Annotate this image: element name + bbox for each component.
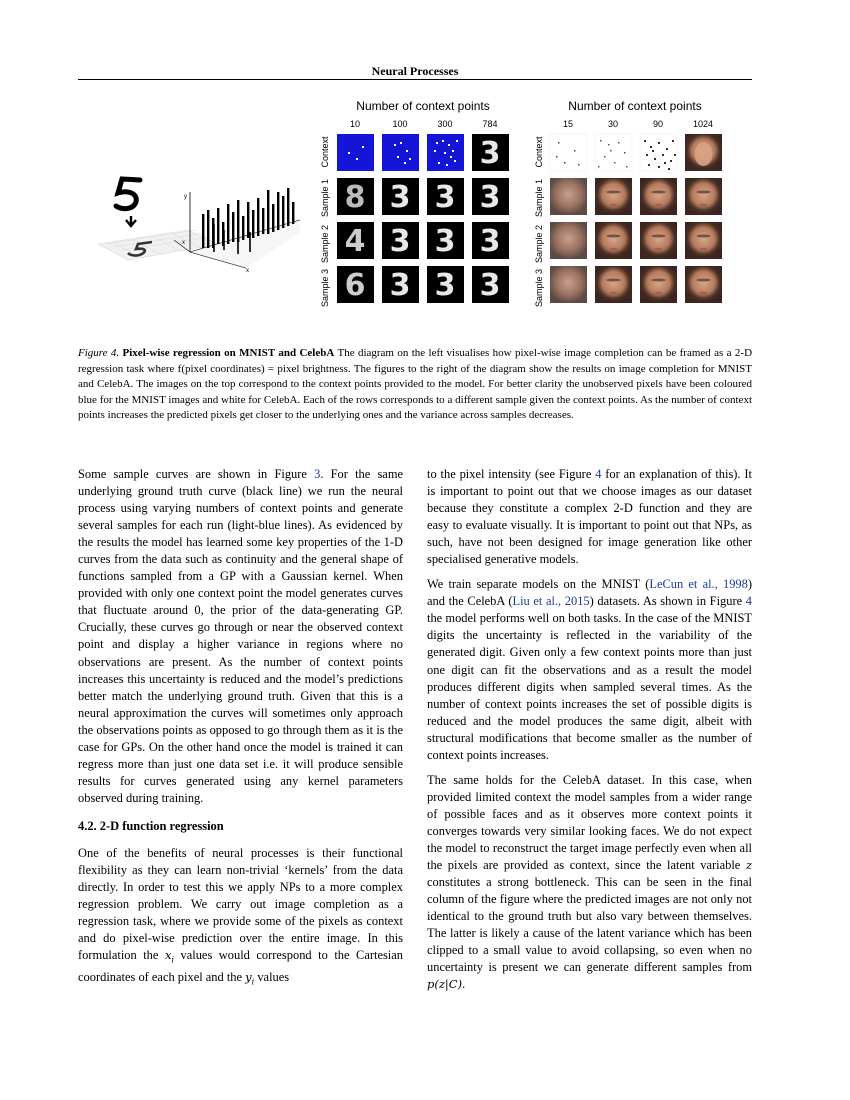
mnist-digit: 3 xyxy=(434,224,456,259)
mnist-panel xyxy=(320,99,509,307)
citation-link[interactable]: LeCun et al., 1998 xyxy=(649,577,748,592)
figure-caption xyxy=(78,346,752,424)
text-run: to the pixel intensity (see Figure xyxy=(427,467,596,481)
figure-ref-link[interactable]: 4 xyxy=(745,594,752,609)
figure-4 xyxy=(78,92,752,342)
caption-text: The diagram on the left visualises how pixel-wise image completion can be framed as a 2-D regression task where f(pixel coordinates) = pixel brightness. The figures to the right of the diagram show the results on image completion for MNIST and CelebA. The images on the top correspond to the context points provided to the model. For better clarity the unobserved pixels have been coloured blue for the MNIST images and white for CelebA. Each of the rows corresponds to a different sample given the context points. As the number of context points increases the predicted pixels get closer to the underlying ones and the variance across samples decreases. xyxy=(78,347,753,422)
caption-title: Pixel-wise regression on MNIST and CelebA xyxy=(122,347,335,359)
mnist-row-label: Sample 2 xyxy=(320,224,330,264)
celeba-context-15 xyxy=(550,134,587,171)
text-run: . For the same underlying ground truth curve (black line) we run the neural process using varying numbers of context points and generate several samples for each run (light-blue lines). As evidenced by the results the model has learned some key properties of the 1-D curves from the data such as continuity and the general shape of functions sampled from a GP with a Gaussian kernel. When provided with only one context point the model generates curves that fluctuate around 0, the prior of the data-generating GP. Crucially, these curves go through or near the observed context point and display a higher variance in regions where no observations are present. As the number of context points increases this uncertainty is reduced and the model’s predictions better match the underlying ground truth. Given that this is a neural approximation the curves will sometimes only approach the observations points as opposed to go through them as it is the case for GPs. On the other hand once the model is trained it can regress more than just one data set i.e. it will produce sensible results for curves generated using any kernel parameters observed during training. xyxy=(78,467,404,805)
text-run: Some sample curves are shown in Figure xyxy=(78,467,315,481)
celeba-title: Number of context points xyxy=(568,99,702,113)
math-z: z xyxy=(745,858,752,873)
celeba-context-30 xyxy=(595,134,632,171)
mnist-digit: 3 xyxy=(389,224,411,259)
celeba-row-label: Sample 3 xyxy=(534,268,544,308)
mnist-digit: 3 xyxy=(479,224,501,259)
text-run: for an explanation of this). It is important to point out that we choose images as our dataset because they constitute a complex 2-D function and they are easy to evaluate visually. It is important to point out that NPs, as such, have not been designed for image generation like other specialised generative models. xyxy=(427,467,752,567)
arrow-down-icon xyxy=(126,216,136,226)
math-x: x xyxy=(164,948,172,963)
left-column xyxy=(78,466,403,998)
celeba-row-label: Sample 1 xyxy=(534,178,544,218)
running-header: Neural Processes xyxy=(371,64,459,78)
paragraph xyxy=(78,845,403,990)
mnist-digit: 8 xyxy=(344,180,366,215)
celeba-samples xyxy=(550,178,722,303)
celeba-col-label: 30 xyxy=(607,119,619,129)
mnist-row-label: Sample 1 xyxy=(320,178,330,218)
mnist-col-label: 100 xyxy=(392,119,408,129)
axis-label-x2: x xyxy=(246,268,249,274)
text-run: values would correspond to the Cartesian coordinates of each pixel and the xyxy=(78,948,403,984)
math-sub: i xyxy=(251,977,255,987)
figure-ref-link[interactable]: 3 xyxy=(314,467,321,481)
celeba-row-label: Sample 2 xyxy=(534,224,544,264)
mnist-digit: 3 xyxy=(434,180,456,215)
text-run: . xyxy=(462,977,466,992)
mnist-title: Number of context points xyxy=(356,99,490,113)
math-y: y xyxy=(245,969,252,984)
axis-label-x1: x xyxy=(182,240,185,246)
digit-five-stroke xyxy=(116,179,140,209)
axis-label-y: y xyxy=(184,194,187,200)
math-pzc: p(z|C) xyxy=(427,977,463,992)
grid-plane xyxy=(98,230,218,260)
mnist-digit: 4 xyxy=(344,224,366,259)
paragraph xyxy=(78,466,403,807)
mnist-row-label: Context xyxy=(320,136,330,168)
mnist-context-10 xyxy=(337,134,374,171)
celeba-col-label: 15 xyxy=(562,119,574,129)
text-run: We train separate models on the MNIST ( xyxy=(427,577,650,592)
text-run: values xyxy=(254,969,290,984)
paragraph xyxy=(427,466,752,568)
text-run: The same holds for the CelebA dataset. In this case, when provided limited context the model samples from a wider range of possible faces and as it observes more context points it converges towards very similar looking faces. We do not expect the model to reconstruct the target image perfectly even when all the pixels are provided as context, since the latent variable xyxy=(427,772,752,873)
celeba-col-label: 1024 xyxy=(692,119,714,129)
celeba-row-label: Context xyxy=(534,136,544,168)
citation-link[interactable]: Liu et al., 2015 xyxy=(512,594,590,609)
celeba-panel xyxy=(534,99,722,307)
mnist-context-100 xyxy=(382,134,419,171)
paragraph xyxy=(427,576,752,764)
text-run: One of the benefits of neural processes is their functional flexibility as they can learn non-trivial ‘kernels’ from the data directly. In order to test this we apply NPs to a more complex regression problem. We carry out image completion as a regression task, where we provide some of the pixels as context and do pixel-wise prediction over the entire image. In this formulation the xyxy=(78,845,403,963)
celeba-col-label: 90 xyxy=(652,119,664,129)
text-run: ) datasets. As shown in Figure xyxy=(589,594,746,609)
mnist-digit: 3 xyxy=(479,180,501,215)
figure-ref-link[interactable]: 4 xyxy=(595,467,602,481)
text-run: constitutes a strong bottleneck. This can be seen in the final column of the figure where the predicted images are not only not identical to the ground truth but also vary between themselves. The latter is likely a cause of the latent variance which has been clipped to a small value to avoid collapsing, so even when no uncertainty is present we can generate different samples from xyxy=(427,875,752,975)
mnist-row-label: Sample 3 xyxy=(320,268,330,308)
mnist-digit: 3 xyxy=(479,136,501,171)
text-run: ) and the CelebA ( xyxy=(427,577,753,609)
caption-label: Figure 4. xyxy=(78,347,120,359)
mnist-digit: 3 xyxy=(479,268,501,303)
pixel-regression-diagram xyxy=(98,179,300,274)
right-column xyxy=(427,466,752,1001)
mnist-digit: 3 xyxy=(434,268,456,303)
mnist-digit: 3 xyxy=(389,268,411,303)
figure-4-graphic xyxy=(78,92,752,342)
mnist-digit: 6 xyxy=(344,268,366,303)
celeba-context-90 xyxy=(640,134,677,171)
math-sub: i xyxy=(171,955,174,965)
mnist-col-label: 784 xyxy=(482,119,498,129)
mnist-col-label: 10 xyxy=(349,119,361,129)
paragraph xyxy=(427,772,752,994)
section-heading: 4.2. 2-D function regression xyxy=(78,818,224,833)
header-rule xyxy=(78,79,752,80)
mnist-col-label: 300 xyxy=(437,119,453,129)
mnist-digit: 3 xyxy=(389,180,411,215)
text-run: the model performs well on both tasks. In the case of the MNIST digits the uncertainty is reflected in the variability of the generated digit. Given only a few context points more than just one digit can fit the observations and as a result the model produces different digits when sampled several times. As the number of context points increases the set of possible digits is reduced and the model produces the same digit, albeit with structural modifications that become smaller as the number of context points increases. xyxy=(427,611,752,762)
